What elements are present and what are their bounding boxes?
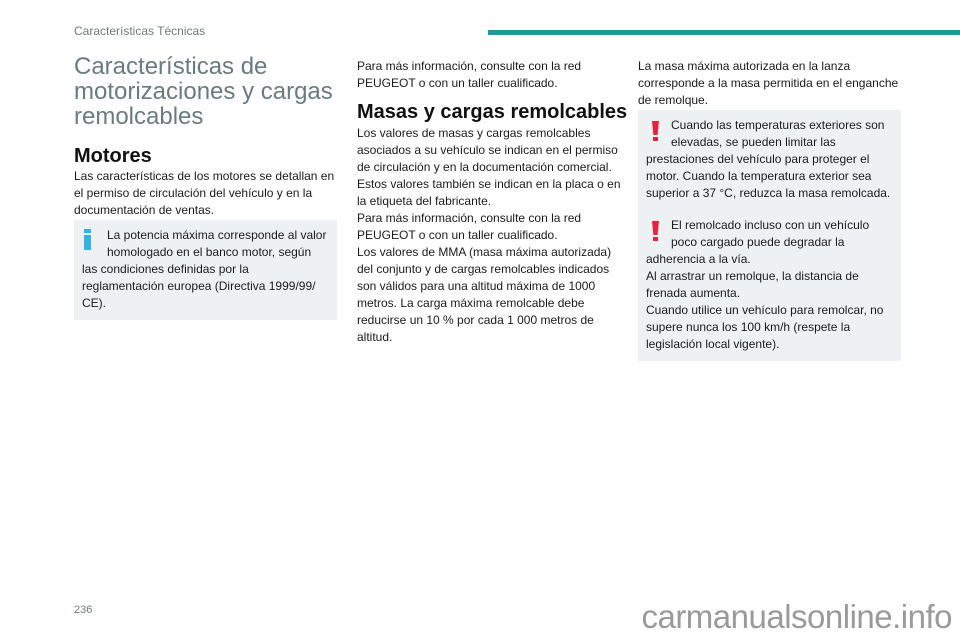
info-box — [74, 220, 337, 320]
warning-box-towing — [638, 210, 901, 361]
watermark: carmanualsonline.info — [641, 598, 952, 635]
masas-paragraph-2: Estos valores también se indican en la placa o en la etiqueta del fabricante. — [357, 177, 621, 208]
header-accent-bar — [488, 30, 960, 35]
warning-1-text-rest: prestaciones del vehículo para proteger el motor. Cuando la temperatura exterior sea superior a 37 °C, reduzca la masa remolcada. — [646, 152, 891, 200]
masas-paragraph-1: Los valores de masas y cargas remolcables asociados a su vehículo se indican en el permiso de circulación y en la documentación comercial. — [357, 126, 618, 174]
title-line-2: motorizaciones y cargas — [74, 78, 333, 105]
warning-2-text-first: El remolcado incluso con un vehículo poco cargado puede degradar la — [671, 218, 870, 249]
running-head: Características Técnicas — [74, 24, 206, 38]
warning-icon — [652, 221, 659, 243]
title-line-1: Características de — [74, 53, 268, 80]
warning-2-text-line-3: Cuando utilice un vehículo para remolcar, no supere nunca los 100 km/h (respete la legislación local vigente). — [646, 303, 884, 351]
warning-2-text-line-1: adherencia a la vía. — [646, 252, 751, 266]
warning-icon — [652, 121, 659, 143]
warning-1-text-first: Cuando las temperaturas exteriores son elevadas, se pueden limitar las — [671, 118, 885, 149]
page-number: 236 — [74, 604, 93, 616]
motores-paragraph: Las características de los motores se detallan en el permiso de circulación del vehículo y en la documentación de ventas. — [74, 169, 335, 217]
masas-paragraph-4: Los valores de MMA (masa máxima autorizada) del conjunto y de cargas remolcables indicados son válidos para una altitud máxima de 1000 metros. La carga máxima remolcable debe reducirse un 10 % por cada 1 000 metros de altitud. — [357, 245, 612, 344]
lanza-paragraph: La masa máxima autorizada en la lanza corresponde a la masa permitida en el enganche de remolque. — [638, 59, 899, 107]
intro-paragraph: Para más información, consulte con la red PEUGEOT o con un taller cualificado. — [357, 59, 582, 90]
masas-body — [357, 125, 622, 346]
masas-paragraph-3: Para más información, consulte con la red PEUGEOT o con un taller cualificado. — [357, 211, 582, 242]
section-heading-motores: Motores — [74, 145, 152, 167]
info-text-rest: las condiciones definidas por la reglamentación europea (Directiva 1999/99/ CE). — [82, 262, 316, 310]
warning-box-temperature — [638, 110, 901, 210]
title-line-3: remolcables — [74, 103, 204, 130]
page-title — [74, 54, 344, 129]
warning-2-text-line-2: Al arrastrar un remolque, la distancia de frenada aumenta. — [646, 269, 859, 300]
info-text-first: La potencia máxima corresponde al valor homologado en el banco motor, según — [107, 228, 327, 259]
info-icon — [84, 229, 91, 250]
section-heading-masas: Masas y cargas remolcables — [357, 101, 628, 123]
